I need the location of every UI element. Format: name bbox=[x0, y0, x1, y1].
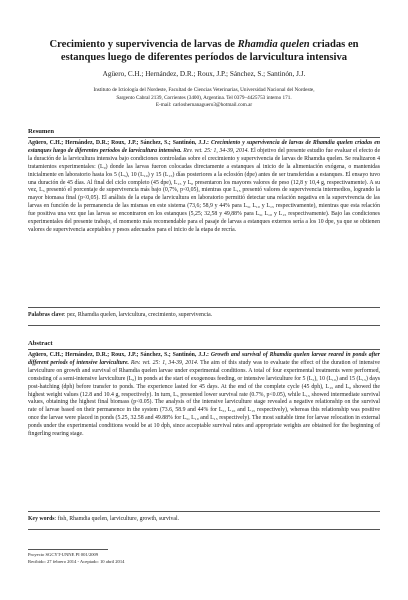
abstract-cite-authors: Agüero, C.H.; Hernández, D.R.; Roux, J.P.; Sánchez, S.; Santinón, J.J.: bbox=[28, 352, 209, 358]
affiliation-line1: Instituto de Ictiología del Nordeste, Facultad de Ciencias Veterinarias, Universidad Nacional del Nordeste, bbox=[93, 87, 315, 93]
abstract-paragraph bbox=[28, 352, 380, 439]
abstract-cite-title: Growth and survival of Rhamdia quelen larvae reared in ponds after different periods of intensive larviculture. bbox=[28, 352, 380, 366]
paper-affiliation bbox=[20, 87, 388, 110]
palabras-clave bbox=[28, 312, 380, 320]
footer-rule bbox=[28, 549, 108, 550]
resumen-heading: Resumen bbox=[28, 128, 55, 135]
abstract-heading: Abstract bbox=[28, 340, 53, 347]
affiliation-email: E-mail: carloshernanaguero3@hotmail.com.ar bbox=[155, 102, 253, 109]
footer-dates: Recibido: 27 febrero 2014 - Aceptado: 10 abril 2014 bbox=[28, 559, 125, 564]
keywords-value: : fish, Rhamdia quelen, larviculture, growth, survival. bbox=[54, 516, 180, 522]
resumen-rule bbox=[28, 137, 380, 138]
palabras-clave-value: : pez, Rhamdia quelen, larvicultura, crecimiento, supervivencia. bbox=[63, 312, 213, 318]
title-line1-post: criadas en bbox=[309, 39, 359, 50]
resumen-body: El objetivo del presente estudio fue evaluar el efecto de la duración de la larvicultura intensiva bajo condiciones controladas sobre el crecimiento y supervivencia de larvas de Rhamdia quelen. Se realizaron 4 tratamientos experimentales: (L₀) donde las larvas fueron colocadas directamente a estanques al inicio de la alimentación exógena, o mantenidas inicialmente en laboratorio hasta los 5 (L₅), 10 (L₁₀) y 15 (L₁₅) días posteriores a la eclosión (dpe) antes de ser transferidas a estanques. El ensayo tuvo una duración de 45 días. Al final del ciclo completo (45 dpe), L₁₅ y L₀ presentaron los mayores valores de peso (12,8 y 10,4 g, respectivamente). A su vez, L₅ presentó el porcentaje de supervivencia más bajo (0,7%, p<0,05), mientras que L₁₅ presentó valores de supervivencia intermedios, logrando la mayor biomasa final (p<0,05). El análisis de la etapa de larvicultura en laboratorio permitió detectar una relación negativa en la supervivencia de las larvas en función de la permanencia de las mismas en este sistema (73,6; 58,9 y 44% para L₅, L₁₀ y L₁₅ respectivamente), mientras que esta relación fue positiva una vez que las larvas se encontraron en los estanques (5,25; 32,58 y 49,88% para L₅, L₁₀ y L₁₅ respectivamente). Bajo las condiciones experimentales del presente trabajo, el momento más recomendable para el pasaje de larvas a estanques externos sería a los 10 dpe, ya que se obtienen valores de supervivencia aceptables y pesos adecuados para el inicio de la etapa de recría. bbox=[28, 147, 381, 233]
resumen-cite-ref: Rev. vet. 25: 1, 34-39, 2014. bbox=[183, 147, 249, 154]
keywords bbox=[28, 516, 380, 524]
title-line2: estanques luego de diferentes períodos de larvicultura intensiva bbox=[60, 52, 348, 63]
abstract-cite-ref: Rev. vet. 25: 1, 34-39, 2014. bbox=[130, 359, 199, 366]
footer-project: Proyecto SGCYT-UNNE PI 001/2009 bbox=[28, 552, 99, 557]
abstract-rule bbox=[28, 349, 380, 350]
paper-title bbox=[28, 38, 380, 64]
keywords-rule-bottom bbox=[28, 529, 380, 530]
palabras-clave-rule-top bbox=[28, 307, 380, 308]
title-line1-italic: Rhamdia quelen bbox=[237, 39, 310, 50]
palabras-clave-label: Palabras clave bbox=[28, 312, 64, 318]
abstract-body: The aim of this study was to evaluate the effect of the duration of intensive larviculture on growth and survival of Rhamdia quelen larvae under experimental conditions. A total of four experimental treatments were performed, consisting of a semi-intensive larviculture (L₀) in ponds at the start of exogenous feeding, or intensive larviculture for 5 (L₅), 10 (L₁₀) and 15 (L₁₅) days post-hatching (dph) before transfer to ponds. The experience lasted for 45 days. At the end of the complete cycle (45 dph), L₁₅ and L₀ showed the highest weight values (12.8 and 10.4 g, respectively). In turn, L₅ presented lower survival rate (0.7%, p<0.05), while L₁₅ showed intermediate survival values, obtaining the highest final biomass (p<0.05). The analysis of the intensive larviculture stage revealed a negative relationship on the survival rate of larvae based on their permanence in the system (73.6, 58.9 and 44% for L₅, L₁₀ and L₁₅ respectively), whereas this relationship was positive once the larvae were placed in ponds (5.25, 32.58 and 49.88% for L₅, L₁₀ and L₁₅ respectively). The most suitable time for larvae relocation in external ponds under the experimental conditions would be at 10 dph, since acceptable survival rates and appropriate weights are obtained for the beginning of fingerling rearing stage. bbox=[28, 359, 380, 438]
resumen-cite-authors: Agüero, C.H.; Hernández, D.R.; Roux, J.P.; Sánchez, S.; Santinón, J.J.: bbox=[28, 140, 209, 146]
affiliation-line2: Sargento Cabral 2139, Corrientes (3400), Argentina. Tel 0379–4425753 interno 171. bbox=[116, 94, 292, 101]
palabras-clave-rule-bottom bbox=[28, 325, 380, 326]
keywords-rule-top bbox=[28, 511, 380, 512]
paper-authors: Agüero, C.H.; Hernández, D.R.; Roux, J.P.; Sánchez, S.; Santinón, J.J. bbox=[102, 70, 306, 78]
resumen-cite-title: Crecimiento y supervivencia de larvas de Rhamdia quelen criadas en estanques luego de diferentes períodos de larvicultura intensiva. bbox=[28, 140, 380, 154]
keywords-label: Key words bbox=[28, 516, 55, 522]
resumen-paragraph bbox=[28, 140, 380, 235]
title-line1-pre: Crecimiento y supervivencia de larvas de bbox=[49, 39, 238, 50]
